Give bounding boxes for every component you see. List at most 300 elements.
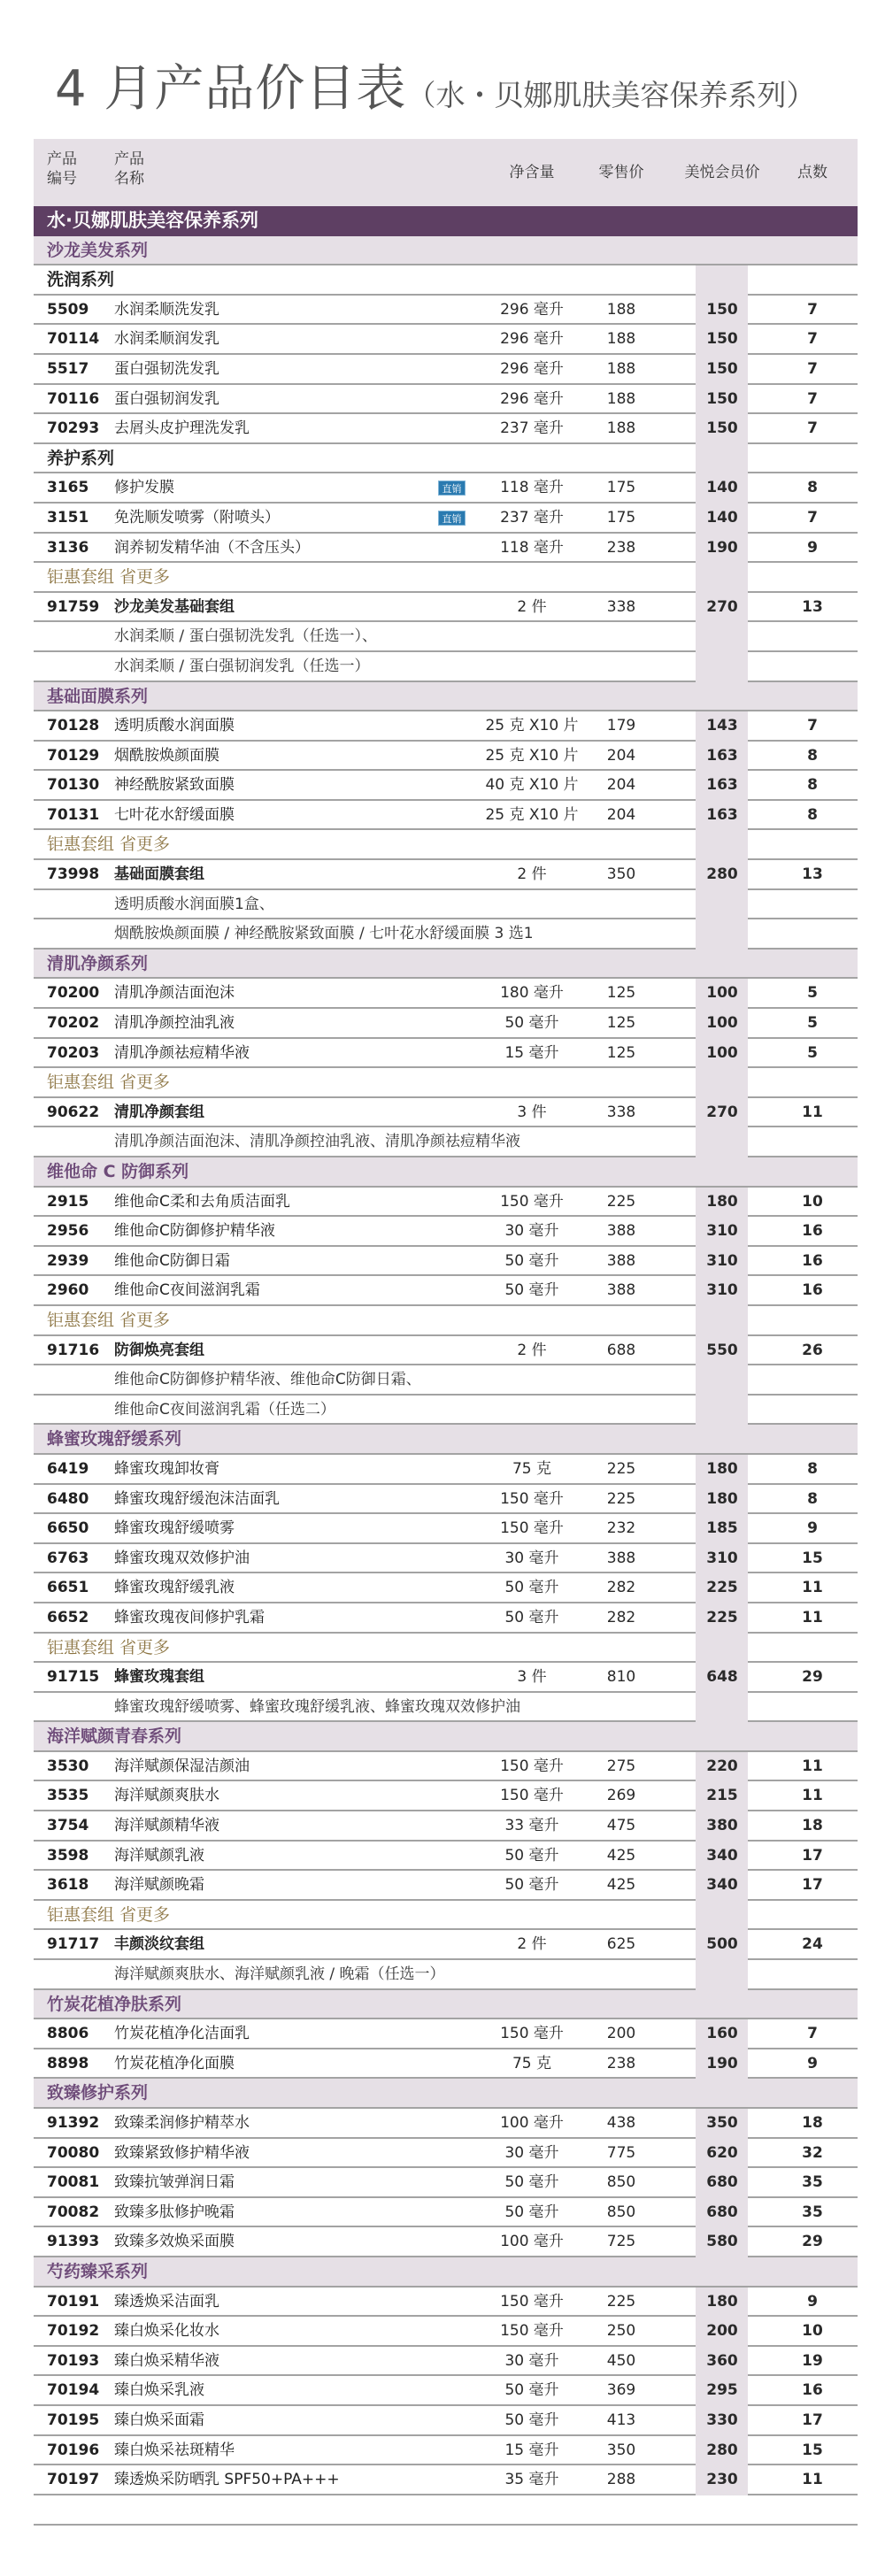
series-title: 海洋赋颜青春系列 [47, 1726, 182, 1747]
table-row [34, 1098, 858, 1128]
product-name: 致臻紧致修护精华液 [114, 2143, 250, 2162]
table-row [34, 860, 858, 890]
points: 7 [807, 2025, 818, 2043]
product-code: 91759 [47, 597, 100, 616]
member-price: 280 [706, 865, 738, 884]
retail-price: 413 [606, 2411, 636, 2429]
table-row [34, 355, 858, 385]
table-row [34, 1871, 858, 1901]
header-member: 美悦会员价 [684, 164, 760, 181]
table-row [34, 2347, 858, 2377]
product-name: 水润柔顺洗发乳 [114, 300, 219, 319]
net-content: 2 件 [517, 597, 547, 616]
product-name: 海洋赋颜晚霜 [114, 1876, 204, 1895]
product-name: 清肌净颜控油乳液 [114, 1014, 235, 1033]
net-content: 30 毫升 [504, 2143, 559, 2162]
product-code: 70293 [47, 419, 100, 438]
points: 11 [802, 1103, 823, 1121]
series-row [34, 1722, 858, 1752]
points: 7 [807, 359, 818, 378]
product-code: 6650 [47, 1519, 89, 1538]
table-header [34, 139, 858, 206]
product-name: 蜂蜜玫瑰夜间修护乳霜 [114, 1608, 265, 1626]
points: 9 [807, 2054, 818, 2072]
retail-price: 204 [606, 776, 636, 795]
direct-sale-badge: 直销 [438, 481, 466, 496]
table-row [34, 2168, 858, 2198]
product-name: 维他命C防御日霜 [114, 1251, 230, 1270]
points: 35 [802, 2203, 823, 2221]
retail-price: 225 [606, 1489, 636, 1508]
table-row [34, 1781, 858, 1811]
product-code: 6651 [47, 1579, 89, 1597]
table-row [34, 1276, 858, 1306]
member-price: 225 [706, 1608, 738, 1626]
points: 18 [802, 2114, 823, 2132]
table-row [34, 801, 858, 831]
product-code: 2915 [47, 1192, 89, 1211]
product-name: 水润柔顺润发乳 [114, 330, 219, 349]
points: 9 [807, 538, 818, 557]
member-price: 340 [706, 1846, 738, 1865]
member-price: 163 [706, 776, 738, 795]
title-sub: （水・贝娜肌肤美容保养系列） [406, 78, 816, 112]
retail-price: 188 [606, 389, 636, 408]
member-price: 380 [706, 1817, 738, 1835]
series-row [34, 682, 858, 712]
table-row [34, 1544, 858, 1574]
retail-price: 282 [606, 1608, 636, 1626]
table-row [34, 979, 858, 1009]
product-code: 91715 [47, 1668, 100, 1687]
series-row [34, 2257, 858, 2288]
net-content: 33 毫升 [504, 1817, 559, 1835]
band-row [34, 206, 858, 236]
retail-price: 388 [606, 1222, 636, 1241]
member-price-column-shade [696, 652, 748, 682]
group-title: 养护系列 [47, 448, 115, 468]
table-row [34, 1009, 858, 1039]
retail-price: 204 [606, 805, 636, 824]
member-price: 185 [706, 1519, 738, 1538]
member-price: 150 [706, 300, 738, 319]
member-price: 180 [706, 1489, 738, 1508]
member-price: 280 [706, 2441, 738, 2459]
retail-price: 125 [606, 1014, 636, 1033]
deal-row [34, 1306, 858, 1336]
points: 8 [807, 776, 818, 795]
table-row [34, 296, 858, 326]
table-row [34, 2198, 858, 2228]
points: 11 [802, 1787, 823, 1805]
table-row [34, 504, 858, 534]
points: 29 [802, 1668, 823, 1687]
net-content: 296 毫升 [500, 330, 564, 349]
series-row [34, 1425, 858, 1455]
product-code: 70195 [47, 2411, 100, 2429]
retail-price: 188 [606, 359, 636, 378]
product-code: 70116 [47, 389, 100, 408]
product-name: 海洋赋颜乳液 [114, 1846, 204, 1865]
product-name: 致臻多肽修护晚霜 [114, 2203, 235, 2221]
product-code: 8806 [47, 2025, 89, 2043]
retail-price: 775 [606, 2143, 636, 2162]
member-price: 215 [706, 1787, 738, 1805]
retail-price: 179 [606, 717, 636, 735]
member-price: 200 [706, 2322, 738, 2341]
retail-price: 204 [606, 746, 636, 765]
table-row [34, 2139, 858, 2169]
retail-price: 175 [606, 479, 636, 497]
net-content: 2 件 [517, 1341, 547, 1359]
product-name: 维他命C夜间滋润乳霜 [114, 1281, 260, 1300]
net-content: 50 毫升 [504, 1251, 559, 1270]
product-name: 致臻抗皱弹润日霜 [114, 2173, 235, 2192]
retail-price: 282 [606, 1579, 636, 1597]
points: 7 [807, 508, 818, 527]
product-name: 致臻柔润修护精萃水 [114, 2114, 250, 2132]
product-name: 维他命C防御修护精华液 [114, 1222, 275, 1241]
product-code: 5517 [47, 359, 89, 378]
table-row [34, 2406, 858, 2436]
points: 9 [807, 2292, 818, 2311]
retail-price: 225 [606, 1192, 636, 1211]
member-price: 180 [706, 1192, 738, 1211]
direct-sale-badge: 直销 [438, 511, 466, 526]
deal-title: 钜惠套组 省更多 [47, 567, 171, 588]
net-content: 50 毫升 [504, 1281, 559, 1300]
product-name: 臻透焕采防晒乳 SPF50+PA+++ [114, 2471, 340, 2489]
product-name: 蜂蜜玫瑰舒缓喷雾 [114, 1519, 235, 1538]
points: 7 [807, 389, 818, 408]
product-name: 海洋赋颜爽肤水 [114, 1787, 219, 1805]
member-price: 340 [706, 1876, 738, 1895]
table-row [34, 1573, 858, 1603]
points: 8 [807, 1489, 818, 1508]
product-name: 海洋赋颜保湿洁颜油 [114, 1757, 250, 1775]
retail-price: 850 [606, 2173, 636, 2192]
member-price: 620 [706, 2143, 738, 2162]
member-price: 310 [706, 1222, 738, 1241]
net-content: 30 毫升 [504, 1222, 559, 1241]
points: 7 [807, 717, 818, 735]
set-contents: 蜂蜜玫瑰舒缓喷雾、蜂蜜玫瑰舒缓乳液、蜂蜜玫瑰双效修护油 [114, 1697, 520, 1716]
member-price: 350 [706, 2114, 738, 2132]
member-price: 310 [706, 1549, 738, 1567]
member-price: 150 [706, 419, 738, 438]
deal-title: 钜惠套组 省更多 [47, 1073, 171, 1093]
desc-row [34, 652, 858, 682]
net-content: 296 毫升 [500, 389, 564, 408]
member-price: 190 [706, 538, 738, 557]
net-content: 75 克 [512, 2054, 552, 2072]
table-row [34, 2109, 858, 2139]
member-price: 330 [706, 2411, 738, 2429]
group-title: 洗润系列 [47, 270, 115, 290]
product-code: 70130 [47, 776, 100, 795]
product-name: 蜂蜜玫瑰双效修护油 [114, 1549, 250, 1567]
series-title: 基础面膜系列 [47, 686, 149, 706]
member-price: 550 [706, 1341, 738, 1359]
points: 9 [807, 1519, 818, 1538]
points: 7 [807, 330, 818, 349]
deal-title: 钜惠套组 省更多 [47, 834, 171, 855]
product-code: 91393 [47, 2233, 100, 2251]
product-name: 去屑头皮护理洗发乳 [114, 419, 250, 438]
points: 17 [802, 2411, 823, 2429]
product-name: 致臻多效焕采面膜 [114, 2233, 235, 2251]
member-price-column-shade [696, 265, 748, 296]
product-code: 70081 [47, 2173, 100, 2192]
net-content: 150 毫升 [500, 2322, 564, 2341]
product-code: 6480 [47, 1489, 89, 1508]
price-table [34, 139, 858, 2495]
product-code: 70191 [47, 2292, 100, 2311]
member-price: 648 [706, 1668, 738, 1687]
member-price-column-shade [696, 1901, 748, 1931]
member-price-column-shade [696, 1693, 748, 1723]
points: 16 [802, 2381, 823, 2400]
product-name: 透明质酸水润面膜 [114, 717, 235, 735]
member-price: 270 [706, 1103, 738, 1121]
member-price-column-shade [696, 563, 748, 593]
product-code: 3598 [47, 1846, 89, 1865]
table-row [34, 2049, 858, 2080]
product-code: 70197 [47, 2471, 100, 2489]
retail-price: 125 [606, 1043, 636, 1062]
net-content: 118 毫升 [500, 479, 564, 497]
points: 17 [802, 1876, 823, 1895]
table-row [34, 1930, 858, 1960]
net-content: 150 毫升 [500, 1757, 564, 1775]
points: 8 [807, 479, 818, 497]
product-code: 70114 [47, 330, 100, 349]
net-content: 3 件 [517, 1103, 547, 1121]
net-content: 296 毫升 [500, 359, 564, 378]
net-content: 118 毫升 [500, 538, 564, 557]
member-price: 360 [706, 2351, 738, 2370]
product-code: 3754 [47, 1817, 89, 1835]
deal-row [34, 1068, 858, 1098]
product-name: 清肌净颜祛痘精华液 [114, 1043, 250, 1062]
product-name: 修护发膜 [114, 479, 174, 497]
product-name: 海洋赋颜精华液 [114, 1817, 219, 1835]
points: 32 [802, 2143, 823, 2162]
points: 13 [802, 865, 823, 884]
header-points: 点数 [797, 164, 827, 181]
retail-price: 388 [606, 1251, 636, 1270]
product-code: 70192 [47, 2322, 100, 2341]
member-price: 580 [706, 2233, 738, 2251]
series-title: 致臻修护系列 [47, 2083, 149, 2103]
header-name-line2: 名称 [114, 170, 144, 188]
table-row [34, 2376, 858, 2406]
retail-price: 238 [606, 538, 636, 557]
member-price: 150 [706, 389, 738, 408]
product-name: 沙龙美发基础套组 [114, 597, 235, 616]
member-price: 180 [706, 1459, 738, 1478]
product-name: 竹炭花植净化面膜 [114, 2054, 235, 2072]
desc-row [34, 1127, 858, 1157]
net-content: 30 毫升 [504, 2351, 559, 2370]
product-code: 90622 [47, 1103, 100, 1121]
product-name: 蛋白强韧洗发乳 [114, 359, 219, 378]
retail-price: 188 [606, 330, 636, 349]
series-row [34, 1990, 858, 2020]
member-price: 270 [706, 597, 738, 616]
points: 8 [807, 805, 818, 824]
member-price-column-shade [696, 1068, 748, 1098]
retail-price: 438 [606, 2114, 636, 2132]
retail-price: 369 [606, 2381, 636, 2400]
table-row [34, 1188, 858, 1218]
table-end-divider [34, 2524, 858, 2526]
points: 26 [802, 1341, 823, 1359]
set-contents: 水润柔顺 / 蛋白强韧润发乳（任选一） [114, 657, 370, 675]
product-code: 91392 [47, 2114, 100, 2132]
series-row [34, 236, 858, 266]
product-code: 70200 [47, 984, 100, 1003]
net-content: 150 毫升 [500, 1489, 564, 1508]
member-price: 220 [706, 1757, 738, 1775]
net-content: 2 件 [517, 1935, 547, 1954]
table-row [34, 2436, 858, 2466]
table-row [34, 325, 858, 355]
points: 7 [807, 419, 818, 438]
set-contents: 透明质酸水润面膜1盒、 [114, 895, 274, 913]
member-price: 680 [706, 2173, 738, 2192]
header-code-line1: 产品 [47, 150, 77, 168]
product-code: 2960 [47, 1281, 89, 1300]
net-content: 35 毫升 [504, 2471, 559, 2489]
member-price: 100 [706, 1014, 738, 1033]
product-code: 6419 [47, 1459, 89, 1478]
product-name: 七叶花水舒缓面膜 [114, 805, 235, 824]
product-code: 70202 [47, 1014, 100, 1033]
table-row [34, 473, 858, 504]
member-price: 163 [706, 746, 738, 765]
set-contents: 水润柔顺 / 蛋白强韧洗发乳（任选一）、 [114, 627, 378, 646]
net-content: 25 克 X10 片 [485, 717, 579, 735]
table-row [34, 2465, 858, 2495]
series-title: 维他命 C 防御系列 [47, 1162, 189, 1181]
product-code: 2939 [47, 1251, 89, 1270]
group-row [34, 265, 858, 296]
product-code: 70203 [47, 1043, 100, 1062]
product-code: 3136 [47, 538, 89, 557]
points: 29 [802, 2233, 823, 2251]
product-name: 烟酰胺焕颜面膜 [114, 746, 219, 765]
member-price-column-shade [696, 1960, 748, 1990]
product-code: 2956 [47, 1222, 89, 1241]
member-price-column-shade [696, 890, 748, 920]
retail-price: 188 [606, 300, 636, 319]
product-name: 神经酰胺紧致面膜 [114, 776, 235, 795]
table-row [34, 414, 858, 444]
points: 5 [807, 1043, 818, 1062]
net-content: 100 毫升 [500, 2233, 564, 2251]
product-name: 蜂蜜玫瑰舒缓乳液 [114, 1579, 235, 1597]
member-price-column-shade [696, 1127, 748, 1157]
desc-row [34, 919, 858, 950]
product-name: 维他命C柔和去角质洁面乳 [114, 1192, 290, 1211]
product-code: 73998 [47, 865, 100, 884]
retail-price: 269 [606, 1787, 636, 1805]
product-code: 6763 [47, 1549, 89, 1567]
member-price-column-shade [696, 1634, 748, 1664]
net-content: 150 毫升 [500, 1787, 564, 1805]
points: 5 [807, 984, 818, 1003]
set-contents: 烟酰胺焕颜面膜 / 神经酰胺紧致面膜 / 七叶花水舒缓面膜 3 选1 [114, 925, 534, 943]
member-price: 160 [706, 2025, 738, 2043]
net-content: 50 毫升 [504, 1579, 559, 1597]
net-content: 75 克 [512, 1459, 552, 1478]
member-price: 100 [706, 984, 738, 1003]
points: 10 [802, 2322, 823, 2341]
retail-price: 175 [606, 508, 636, 527]
retail-price: 250 [606, 2322, 636, 2341]
table-row [34, 2227, 858, 2257]
series-row [34, 1157, 858, 1188]
member-price: 143 [706, 717, 738, 735]
product-code: 70082 [47, 2203, 100, 2221]
product-name: 丰颜淡纹套组 [114, 1935, 204, 1954]
retail-price: 475 [606, 1817, 636, 1835]
retail-price: 425 [606, 1846, 636, 1865]
deal-row [34, 563, 858, 593]
set-contents: 清肌净颜洁面泡沫、清肌净颜控油乳液、清肌净颜祛痘精华液 [114, 1133, 520, 1151]
deal-row [34, 1901, 858, 1931]
product-code: 70131 [47, 805, 100, 824]
product-name: 蛋白强韧润发乳 [114, 389, 219, 408]
member-price: 180 [706, 2292, 738, 2311]
deal-row [34, 830, 858, 860]
points: 7 [807, 300, 818, 319]
points: 10 [802, 1192, 823, 1211]
product-code: 91717 [47, 1935, 100, 1954]
product-code: 3530 [47, 1757, 89, 1775]
table-row [34, 1247, 858, 1277]
product-code: 3151 [47, 508, 89, 527]
table-row [34, 742, 858, 772]
series-row [34, 950, 858, 980]
product-name: 蜂蜜玫瑰卸妆膏 [114, 1459, 219, 1478]
table-row [34, 593, 858, 623]
member-price-column-shade [696, 919, 748, 950]
desc-row [34, 1693, 858, 1723]
net-content: 40 克 X10 片 [485, 776, 579, 795]
member-price-column-shade [696, 622, 748, 652]
net-content: 150 毫升 [500, 2025, 564, 2043]
points: 18 [802, 1817, 823, 1835]
retail-price: 338 [606, 597, 636, 616]
retail-price: 388 [606, 1549, 636, 1567]
net-content: 30 毫升 [504, 1549, 559, 1567]
retail-price: 450 [606, 2351, 636, 2370]
net-content: 150 毫升 [500, 1192, 564, 1211]
net-content: 100 毫升 [500, 2114, 564, 2132]
net-content: 150 毫升 [500, 2292, 564, 2311]
table-row [34, 1752, 858, 1782]
table-row [34, 1485, 858, 1515]
retail-price: 850 [606, 2203, 636, 2221]
table-row [34, 1663, 858, 1693]
set-contents: 维他命C防御修护精华液、维他命C防御日霜、 [114, 1371, 421, 1389]
member-price: 100 [706, 1043, 738, 1062]
net-content: 50 毫升 [504, 1014, 559, 1033]
net-content: 50 毫升 [504, 1876, 559, 1895]
member-price-column-shade [696, 1365, 748, 1396]
